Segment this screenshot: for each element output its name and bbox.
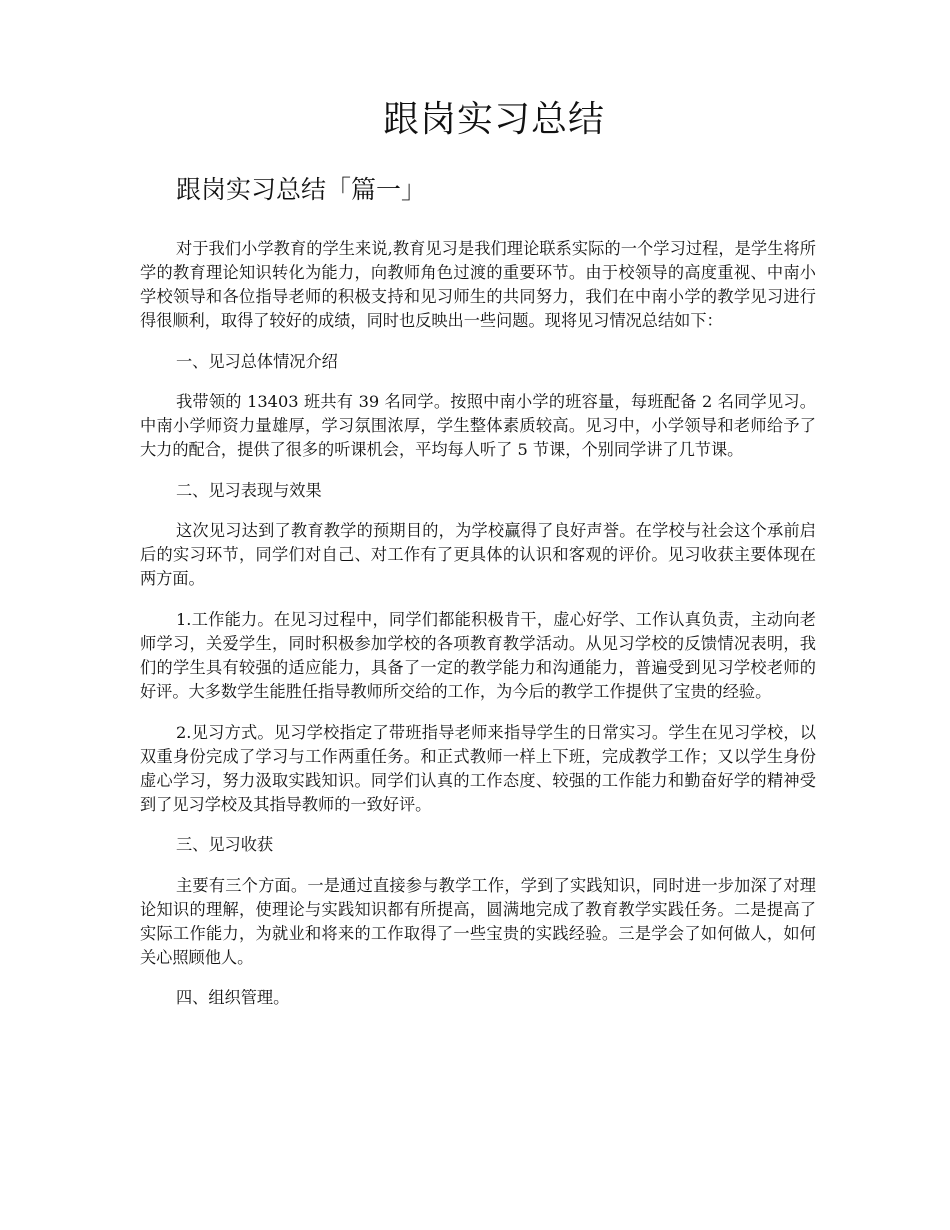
- heading-management: 四、组织管理。: [176, 988, 290, 1008]
- document-title: 跟岗实习总结: [382, 99, 605, 140]
- paragraph-overview: 我带领的 13403 班共有 39 名同学。按照中南小学的班容量，每班配备 2 名同学见习。中南小学师资力量雄厚，学习氛围浓厚，学生整体素质较高。见习中，小学领导和老师给予了大力的配合，提供了很多的听课机会，平均每人听了 5 节课，个别同学讲了几节课。: [140, 392, 816, 460]
- paragraph-gains: 主要有三个方面。一是通过直接参与教学工作，学到了实践知识，同时进一步加深了对理论知识的理解，使理论与实践知识都有所提高，圆满地完成了教育教学实践任务。二是提高了实际工作能力，为就业和将来的工作取得了一些宝贵的实践经验。三是学会了如何做人，如何关心照顾他人。: [140, 875, 816, 967]
- section-title: 跟岗实习总结「篇一」: [176, 175, 427, 204]
- heading-performance: 二、见习表现与效果: [176, 480, 322, 500]
- heading-overview: 一、见习总体情况介绍: [176, 351, 338, 371]
- document-body: [140, 237, 816, 1027]
- paragraph-intro: 对于我们小学教育的学生来说,教育见习是我们理论联系实际的一个学习过程，是学生将所学的教育理论知识转化为能力，向教师角色过渡的重要环节。由于校领导的高度重视、中南小学校领导和各位指导老师的积极支持和见习师生的共同努力，我们在中南小学的教学见习进行得很顺利，取得了较好的成绩，同时也反映出一些问题。现将见习情况总结如下：: [140, 239, 816, 330]
- heading-gains: 三、见习收获: [176, 835, 274, 855]
- paragraph-work-ability: 1.工作能力。在见习过程中，同学们都能积极肯干，虚心好学、工作认真负责，主动向老师学习，关爱学生，同时积极参加学校的各项教育教学活动。从见习学校的反馈情况表明，我们的学生具有较强的适应能力，具备了一定的教学能力和沟通能力，普遍受到见习学校老师的好评。大多数学生能胜任指导教师所交给的工作，为今后的教学工作提供了宝贵的经验。: [140, 609, 816, 701]
- paragraph-practice-mode: 2.见习方式。见习学校指定了带班指导老师来指导学生的日常实习。学生在见习学校，以双重身份完成了学习与工作两重任务。和正式教师一样上下班，完成教学工作；又以学生身份虚心学习，努力汲取实践知识。同学们认真的工作态度、较强的工作能力和勤奋好学的精神受到了见习学校及其指导教师的一致好评。: [140, 722, 816, 814]
- paragraph-performance: 这次见习达到了教育教学的预期目的，为学校赢得了良好声誉。在学校与社会这个承前启后的实习环节，同学们对自己、对工作有了更具体的认识和客观的评价。见习收获主要体现在两方面。: [140, 521, 816, 589]
